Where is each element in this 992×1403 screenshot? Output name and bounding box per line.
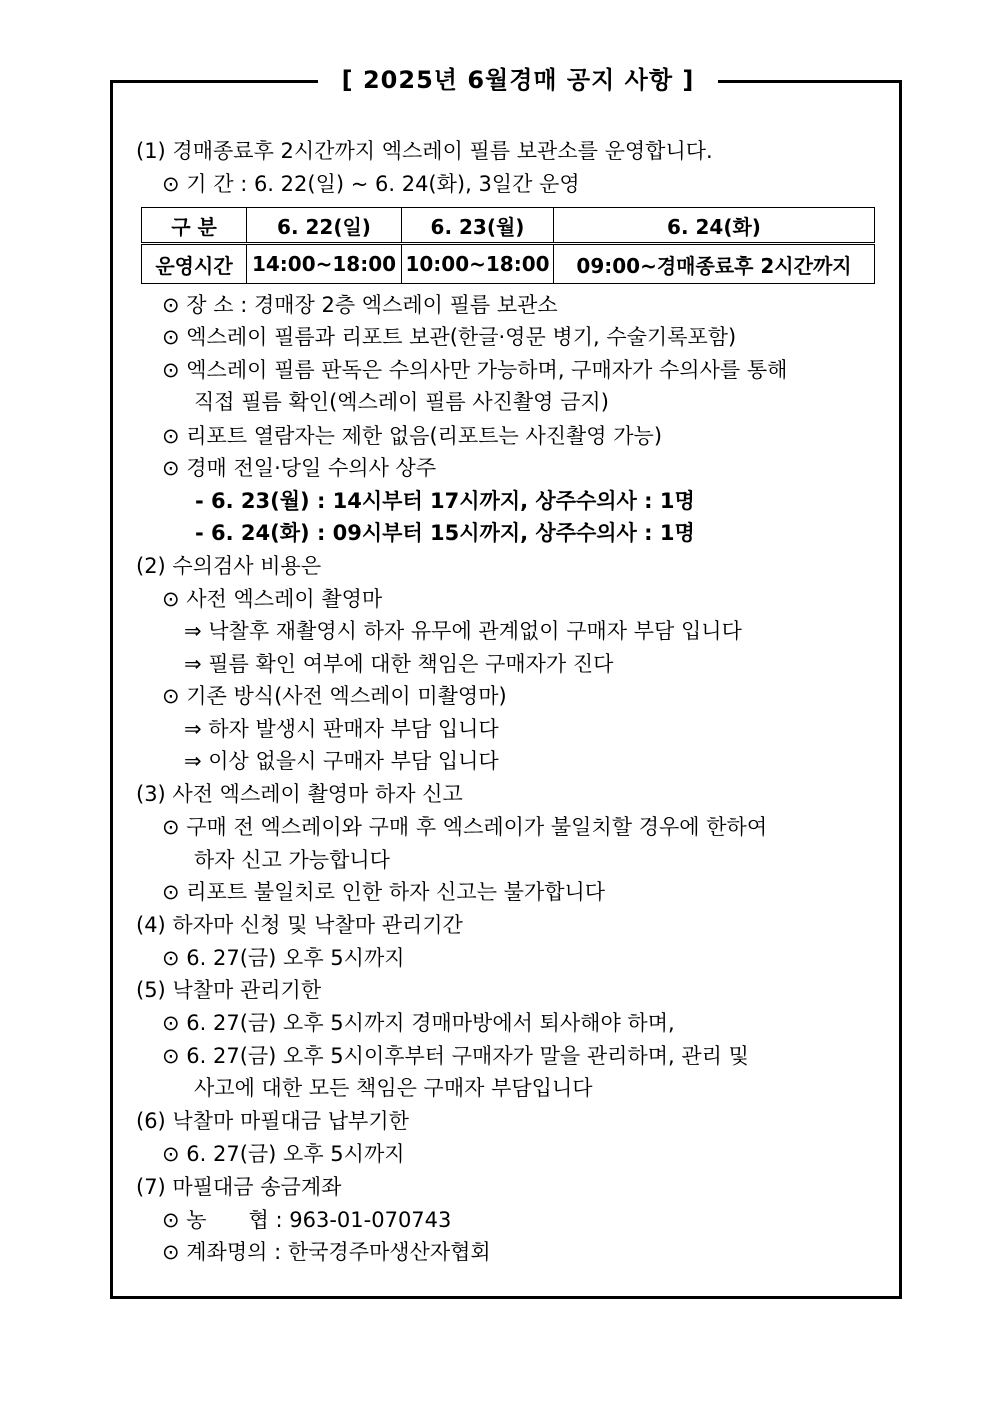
table-cell: 14:00~18:00 [247,244,402,284]
list-item-continuation: 직접 필름 확인(엑스레이 필름 사진촬영 금지) [194,390,609,414]
table-cell: 09:00~경매종료후 2시간까지 [554,244,875,284]
arrow-item: ⇒ 낙찰후 재촬영시 하자 유무에 관계없이 구매자 부담 입니다 [184,619,742,643]
list-item: ⊙ 6. 27(금) 오후 5시까지 경매마방에서 퇴사해야 하며, [162,1011,675,1035]
vet-schedule-line: - 6. 23(월) : 14시부터 17시까지, 상주수의사 : 1명 [195,489,695,513]
table-header-cell: 6. 22(일) [247,208,402,244]
section-4-heading: (4) 하자마 신청 및 낙찰마 관리기간 [136,913,463,937]
list-item: ⊙ 엑스레이 필름과 리포트 보관(한글·영문 병기, 수술기록포함) [162,325,737,349]
list-item: ⊙ 사전 엑스레이 촬영마 [162,587,383,611]
list-item: ⊙ 경매 전일·당일 수의사 상주 [162,456,437,480]
section-6-heading: (6) 낙찰마 마필대금 납부기한 [136,1109,409,1133]
schedule-hours-row [142,244,875,284]
list-item: ⊙ 6. 27(금) 오후 5시까지 [162,1142,405,1166]
list-item: ⊙ 6. 27(금) 오후 5시이후부터 구매자가 말을 관리하며, 관리 및 [162,1044,749,1068]
list-item: ⊙ 장 소 : 경매장 2층 엑스레이 필름 보관소 [162,293,558,317]
page-title: [ 2025년 6월경매 공지 사항 ] [318,60,718,100]
list-item: ⊙ 리포트 불일치로 인한 하자 신고는 불가합니다 [162,880,606,904]
list-item-continuation: 사고에 대한 모든 책임은 구매자 부담입니다 [194,1076,593,1100]
vet-schedule-line: - 6. 24(화) : 09시부터 15시까지, 상주수의사 : 1명 [195,521,695,545]
schedule-table [141,207,875,284]
period-line: ⊙ 기 간 : 6. 22(일) ~ 6. 24(화), 3일간 운영 [162,172,580,196]
list-item-continuation: 하자 신고 가능합니다 [194,848,390,872]
section-7-heading: (7) 마필대금 송금계좌 [136,1175,342,1199]
table-cell: 10:00~18:00 [402,244,554,284]
section-2-heading: (2) 수의검사 비용은 [136,554,322,578]
account-number-line: ⊙ 농 협 : 963-01-070743 [162,1208,452,1232]
list-item: ⊙ 구매 전 엑스레이와 구매 후 엑스레이가 불일치할 경우에 한하여 [162,815,768,839]
list-item: ⊙ 리포트 열람자는 제한 없음(리포트는 사진촬영 가능) [162,424,663,448]
list-item: ⊙ 엑스레이 필름 판독은 수의사만 가능하며, 구매자가 수의사를 통해 [162,358,788,382]
table-header-cell: 6. 24(화) [554,208,875,244]
section-5-heading: (5) 낙찰마 관리기한 [136,978,322,1002]
arrow-item: ⇒ 이상 없을시 구매자 부담 입니다 [184,749,499,773]
table-header-cell: 구 분 [142,208,247,244]
list-item: ⊙ 기존 방식(사전 엑스레이 미촬영마) [162,684,507,708]
schedule-header-row [142,208,875,244]
list-item: ⊙ 6. 27(금) 오후 5시까지 [162,946,405,970]
section-1-heading: (1) 경매종료후 2시간까지 엑스레이 필름 보관소를 운영합니다. [136,139,713,163]
arrow-item: ⇒ 필름 확인 여부에 대한 책임은 구매자가 진다 [184,652,614,676]
table-cell: 운영시간 [142,244,247,284]
account-holder-line: ⊙ 계좌명의 : 한국경주마생산자협회 [162,1240,491,1264]
section-3-heading: (3) 사전 엑스레이 촬영마 하자 신고 [136,782,463,806]
table-header-cell: 6. 23(월) [402,208,554,244]
arrow-item: ⇒ 하자 발생시 판매자 부담 입니다 [184,717,499,741]
